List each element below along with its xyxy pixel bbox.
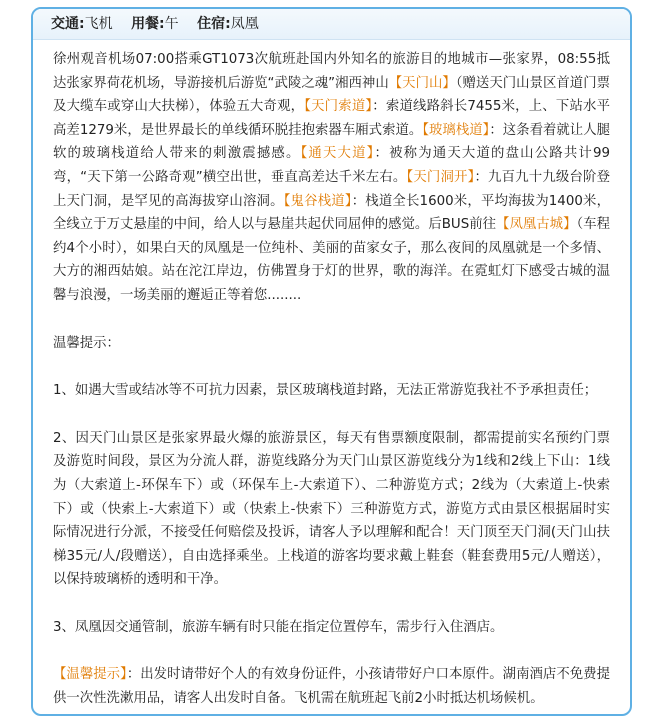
itinerary-text: ：栈道全长1600米，平均海拔为1400米，全线立于万丈悬崖的中间，给人以与悬崖共起伏同屈伸的感觉。后BUS前往 — [53, 193, 611, 233]
highlight-glass-walkway: 【玻璃栈道】 — [422, 122, 490, 138]
final-notice — [53, 663, 610, 710]
meals-value: 午 — [164, 16, 179, 32]
stay-info — [197, 16, 259, 32]
highlight-tianmenshan: 【天门山】 — [388, 75, 456, 91]
day-header — [33, 9, 630, 40]
highlight-guigu-walkway: 【鬼谷栈道】 — [283, 193, 352, 209]
itinerary-body — [33, 40, 630, 711]
itinerary-text: （车程约4个小时），如果白天的凤凰是一位纯朴、美丽的苗家女子，那么夜间的凤凰就是一个多情、大方的湘西姑娘。站在沱江岸边，仿佛置身于灯的世界，歌的海洋。在霓虹灯下感受古城的温馨与浪漫，一场美丽的邂逅正等着您........ — [53, 217, 610, 303]
meals-info — [131, 16, 179, 32]
stay-label: 住宿: — [197, 16, 231, 32]
itinerary-card — [31, 7, 632, 716]
itinerary-text: 徐州观音机场07:00搭乘GT1073次航班赴国内外知名的旅游目的地城市—张家界，08:55抵达张家界荷花机场，导游接机后游览“武陵之魂”湘西神山 — [53, 52, 610, 91]
itinerary-paragraph — [53, 48, 610, 308]
itinerary-text: （赠送天门山景区首道门票及大缆车或穿山大扶梯），体验五大奇观， — [53, 75, 611, 115]
meals-label: 用餐: — [131, 16, 165, 32]
transport-value: 飞机 — [84, 16, 113, 32]
tip-item-2: 2、因天门山景区是张家界最火爆的旅游景区，每天有售票额度限制，都需提前实名预约门票及游览时间段，景区为分流人群，游览线路分为天门山景区游览线分为1线和2线上下山：1线为（大索道上-环保车下）或（环保车上-大索道下）、二种游览方式；2线为（大索道上-快索下）或（快索上-大索道下）或（快索上-快索下）三种游览方式，游览方式由景区根据届时实际情况进行分派，不接受任何赔偿及投诉，请客人予以理解和配合！天门顶至天门洞(天门山扶梯35元/人/段赠送），自由选择乘坐。上栈道的游客均要求戴上鞋套（鞋套费用5元/人赠送），以保持玻璃桥的透明和干净。 — [53, 430, 610, 588]
stay-value: 凤凰 — [230, 16, 259, 32]
itinerary-text: ：被称为通天大道的盘山公路共计99弯，“天下第一公路奇观”横空出世，垂直高差达千米左右。 — [53, 146, 611, 185]
highlight-ropeway: 【天门索道】 — [304, 99, 373, 115]
tip-item-1: 1、如遇大雪或结冰等不可抗力因素，景区玻璃栈道封路，无法正常游览我社不予承担责任； — [53, 383, 598, 399]
itinerary-text: ：九百九十九级台阶登上天门洞，是罕见的高海拔穿山溶洞。 — [53, 169, 610, 209]
transport-label: 交通: — [51, 16, 85, 32]
itinerary-text: ：这条看着就让人腿软的玻璃栈道给人带来的刺激震撼感。 — [53, 122, 610, 162]
tip-item-3: 3、凤凰因交通管制，旅游车辆有时只能在指定位置停车，需步行入住酒店。 — [53, 619, 504, 635]
transport-info — [51, 16, 113, 32]
itinerary-text: ：索道线路斜长7455米，上、下站水平高差1279米，是世界最长的单线循环脱挂抱索器车厢式索道。 — [53, 99, 610, 138]
highlight-fenghuang: 【凤凰古城】 — [496, 217, 577, 233]
final-notice-text: ：出发时请带好个人的有效身份证件，小孩请带好户口本原件。湖南酒店不免费提供一次性洗漱用品，请客人出发时自备。飞机需在航班起飞前2小时抵达机场候机。 — [53, 667, 610, 707]
final-notice-label: 【温馨提示】 — [53, 667, 127, 683]
highlight-tongtian-road: 【通天大道】 — [300, 146, 375, 162]
highlight-tianmen-cave: 【天门洞开】 — [406, 169, 475, 185]
tips-title: 温馨提示： — [53, 335, 120, 351]
